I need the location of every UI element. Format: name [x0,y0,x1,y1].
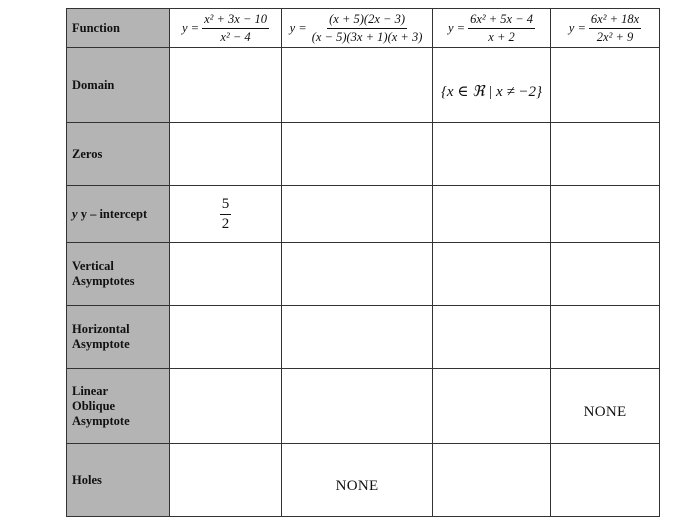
horizontal-asymptote-f3-cell[interactable] [433,306,551,369]
domain-f3-value: {x ∈ ℜ | x ≠ −2} [440,83,543,100]
holes-f2-cell[interactable] [282,444,433,517]
domain-f1-cell[interactable] [170,48,282,123]
function-4-cell [551,9,660,48]
label-vertical-asymptotes: Vertical Asymptotes [67,243,170,306]
domain-f2-cell[interactable] [282,48,433,123]
domain-row [67,48,660,123]
holes-f2-value: NONE [335,477,379,494]
zeros-f2-cell[interactable] [282,123,433,186]
label-horizontal-asymptote: Horizontal Asymptote [67,306,170,369]
label-function: Function [67,9,170,48]
vertical-asymptotes-row [67,243,660,306]
function-row [67,9,660,48]
y-intercept-f1-cell[interactable] [170,186,282,243]
function-3-cell [433,9,551,48]
label-y-intercept: y y – intercept [67,186,170,243]
vertical-asymptotes-f3-cell[interactable] [433,243,551,306]
function-4: y = $\frac{\text{6x² + 18x}}{\text{2x² + 9}}$ [568,11,640,44]
linear-oblique-f2-cell[interactable] [282,369,433,444]
zeros-f4-cell[interactable] [551,123,660,186]
label-linear-oblique-asymptote: Linear Oblique Asymptote [67,369,170,444]
horizontal-asymptote-f2-cell[interactable] [282,306,433,369]
holes-f3-cell[interactable] [433,444,551,517]
linear-oblique-f4-value: NONE [583,403,627,420]
function-2-cell [282,9,433,48]
linear-oblique-f3-cell[interactable] [433,369,551,444]
function-2: y = $\frac{(x + 5)(2x - 3)}{(x - 5)(3x + 1)(x + 3)}$ [289,11,423,44]
zeros-f3-cell[interactable] [433,123,551,186]
label-zeros: Zeros [67,123,170,186]
horizontal-asymptote-f4-cell[interactable] [551,306,660,369]
horizontal-asymptote-f1-cell[interactable] [170,306,282,369]
y-intercept-f4-cell[interactable] [551,186,660,243]
y-intercept-f2-cell[interactable] [282,186,433,243]
horizontal-asymptote-row [67,306,660,369]
holes-f1-cell[interactable] [170,444,282,517]
zeros-f1-cell[interactable] [170,123,282,186]
function-analysis-table [66,8,660,517]
y-intercept-label-text: y – intercept [80,206,148,221]
holes-row [67,444,660,517]
label-holes: Holes [67,444,170,517]
vertical-asymptotes-f4-cell[interactable] [551,243,660,306]
function-1-cell [170,9,282,48]
y-intercept-f3-cell[interactable] [433,186,551,243]
holes-f4-cell[interactable] [551,444,660,517]
zeros-row [67,123,660,186]
linear-oblique-f1-cell[interactable] [170,369,282,444]
vertical-asymptotes-f1-cell[interactable] [170,243,282,306]
vertical-asymptotes-f2-cell[interactable] [282,243,433,306]
linear-oblique-f4-cell[interactable] [551,369,660,444]
domain-f4-cell[interactable] [551,48,660,123]
domain-f3-cell[interactable] [433,48,551,123]
y-intercept-f1-value: $\frac{5}{2}$ [221,195,230,232]
label-domain: Domain [67,48,170,123]
y-intercept-row [67,186,660,243]
function-1: y = $\frac{\text{x² + 3x − 10}}{\text{x² − 4}}$ [181,11,268,44]
function-3: y = $\frac{\text{6x² + 5x − 4}}{x + 2}$ [447,11,534,44]
linear-oblique-asymptote-row [67,369,660,444]
